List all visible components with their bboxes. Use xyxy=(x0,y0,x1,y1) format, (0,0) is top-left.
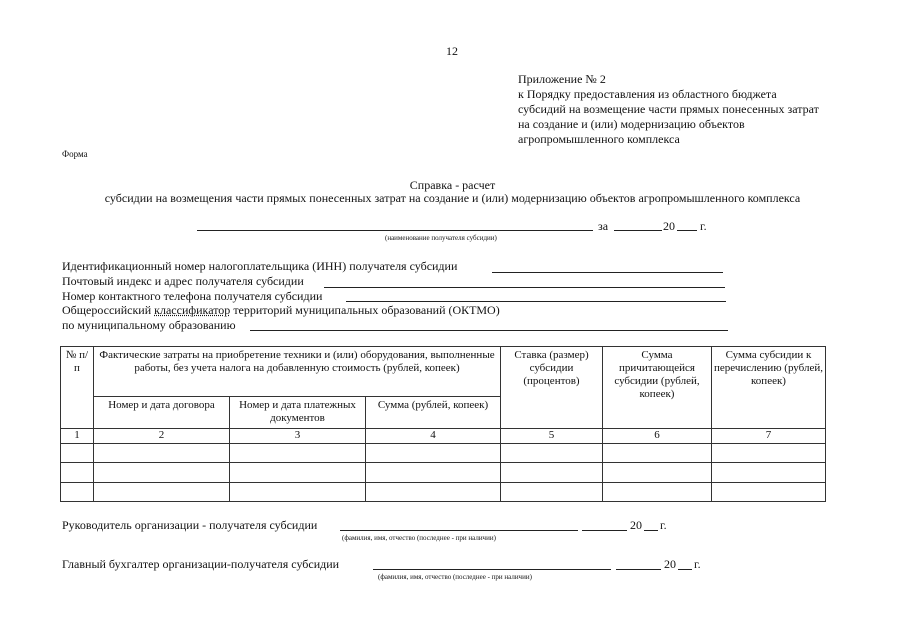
header-actual-costs: Фактические затраты на приобретение техники и (или) оборудования, выполненные работы, без учета налога на добавленную стоимость (рублей, копеек) xyxy=(94,347,501,397)
oktmo-label-part: Общероссийский xyxy=(62,303,155,317)
header-num: № п/п xyxy=(61,347,94,429)
column-number: 4 xyxy=(366,429,501,444)
column-number: 5 xyxy=(501,429,603,444)
recipient-name-line[interactable] xyxy=(197,230,593,231)
table-cell[interactable] xyxy=(712,463,826,482)
table-cell[interactable] xyxy=(230,482,366,501)
inn-field-line[interactable] xyxy=(492,272,723,273)
period-year-suffix: г. xyxy=(700,219,707,233)
head-date-line[interactable] xyxy=(582,530,627,531)
table-row xyxy=(61,482,826,501)
appendix-line: субсидий на возмещение части прямых понесенных затрат xyxy=(518,102,819,116)
appendix-block xyxy=(518,72,878,147)
municipality-field-line[interactable] xyxy=(250,330,728,331)
calculation-table xyxy=(60,346,826,502)
table-cell[interactable] xyxy=(94,444,230,463)
table-cell[interactable] xyxy=(94,482,230,501)
header-rate: Ставка (размер) субсидии (процентов) xyxy=(501,347,603,429)
phone-field-line[interactable] xyxy=(346,301,726,302)
head-year-line[interactable] xyxy=(644,530,658,531)
head-year-prefix: 20 xyxy=(630,518,642,532)
subheader-payment-docs: Номер и дата платежных документов xyxy=(230,396,366,428)
table-cell[interactable] xyxy=(230,463,366,482)
table-numbers-row xyxy=(61,429,826,444)
table-cell[interactable] xyxy=(61,444,94,463)
form-label: Форма xyxy=(62,149,88,159)
appendix-title: Приложение № 2 xyxy=(518,72,606,86)
accountant-name-line[interactable] xyxy=(373,569,611,570)
oktmo-label xyxy=(62,303,500,318)
document-subtitle: субсидии на возмещения части прямых понесенных затрат на создание и (или) модернизацию объектов агропромышленного комплекса xyxy=(104,191,801,205)
table-cell[interactable] xyxy=(501,444,603,463)
column-number: 2 xyxy=(94,429,230,444)
oktmo-label-part: территорий муниципальных образований (ОКТМО) xyxy=(230,303,500,317)
subheader-contract: Номер и дата договора xyxy=(94,396,230,428)
head-name-line[interactable] xyxy=(340,530,578,531)
table-cell[interactable] xyxy=(603,444,712,463)
table-cell[interactable] xyxy=(61,463,94,482)
subheader-sum: Сумма (рублей, копеек) xyxy=(366,396,501,428)
period-day-line[interactable] xyxy=(614,230,662,231)
accountant-year-suffix: г. xyxy=(694,557,701,571)
oktmo-label-classifier: классификатор xyxy=(154,303,231,317)
accountant-year-line[interactable] xyxy=(678,569,692,570)
period-za: за xyxy=(598,219,609,233)
phone-label: Номер контактного телефона получателя субсидии xyxy=(62,289,323,303)
table-cell[interactable] xyxy=(94,463,230,482)
column-number: 1 xyxy=(61,429,94,444)
table-cell[interactable] xyxy=(366,482,501,501)
table-cell[interactable] xyxy=(366,463,501,482)
table-header-row xyxy=(61,347,826,397)
table-cell[interactable] xyxy=(712,482,826,501)
table-cell[interactable] xyxy=(501,463,603,482)
column-number: 6 xyxy=(603,429,712,444)
table-cell[interactable] xyxy=(61,482,94,501)
accountant-date-line[interactable] xyxy=(616,569,661,570)
table-row xyxy=(61,444,826,463)
head-caption: (фамилия, имя, отчество (последнее - при наличии) xyxy=(342,534,496,542)
period-year-prefix: 20 xyxy=(663,219,675,233)
inn-label: Идентификационный номер налогоплательщика (ИНН) получателя субсидии xyxy=(62,259,458,273)
recipient-caption: (наименование получателя субсидии) xyxy=(385,234,497,242)
header-transfer-sum: Сумма субсидии к перечислению (рублей, копеек) xyxy=(712,347,826,429)
appendix-line: к Порядку предоставления из областного бюджета xyxy=(518,87,777,101)
accountant-signature-label: Главный бухгалтер организации-получателя субсидии xyxy=(62,557,340,571)
head-signature-label: Руководитель организации - получателя субсидии xyxy=(62,518,318,532)
address-field-line[interactable] xyxy=(324,287,725,288)
period-year-line[interactable] xyxy=(677,230,697,231)
column-number: 3 xyxy=(230,429,366,444)
table-cell[interactable] xyxy=(603,482,712,501)
document-title: Справка - расчет xyxy=(409,178,496,192)
table-cell[interactable] xyxy=(366,444,501,463)
table-row xyxy=(61,463,826,482)
head-year-suffix: г. xyxy=(660,518,667,532)
table-cell[interactable] xyxy=(712,444,826,463)
address-label: Почтовый индекс и адрес получателя субсидии xyxy=(62,274,304,288)
appendix-line: агропромышленного комплекса xyxy=(518,132,680,146)
header-due-sum: Сумма причитающейся субсидии (рублей, копеек) xyxy=(603,347,712,429)
appendix-line: на создание и (или) модернизацию объектов xyxy=(518,117,745,131)
table-cell[interactable] xyxy=(230,444,366,463)
municipality-label: по муниципальному образованию xyxy=(62,318,236,332)
page-number: 12 xyxy=(446,44,458,58)
accountant-caption: (фамилия, имя, отчество (последнее - при наличии) xyxy=(378,573,532,581)
column-number: 7 xyxy=(712,429,826,444)
accountant-year-prefix: 20 xyxy=(664,557,676,571)
table-cell[interactable] xyxy=(501,482,603,501)
table-cell[interactable] xyxy=(603,463,712,482)
